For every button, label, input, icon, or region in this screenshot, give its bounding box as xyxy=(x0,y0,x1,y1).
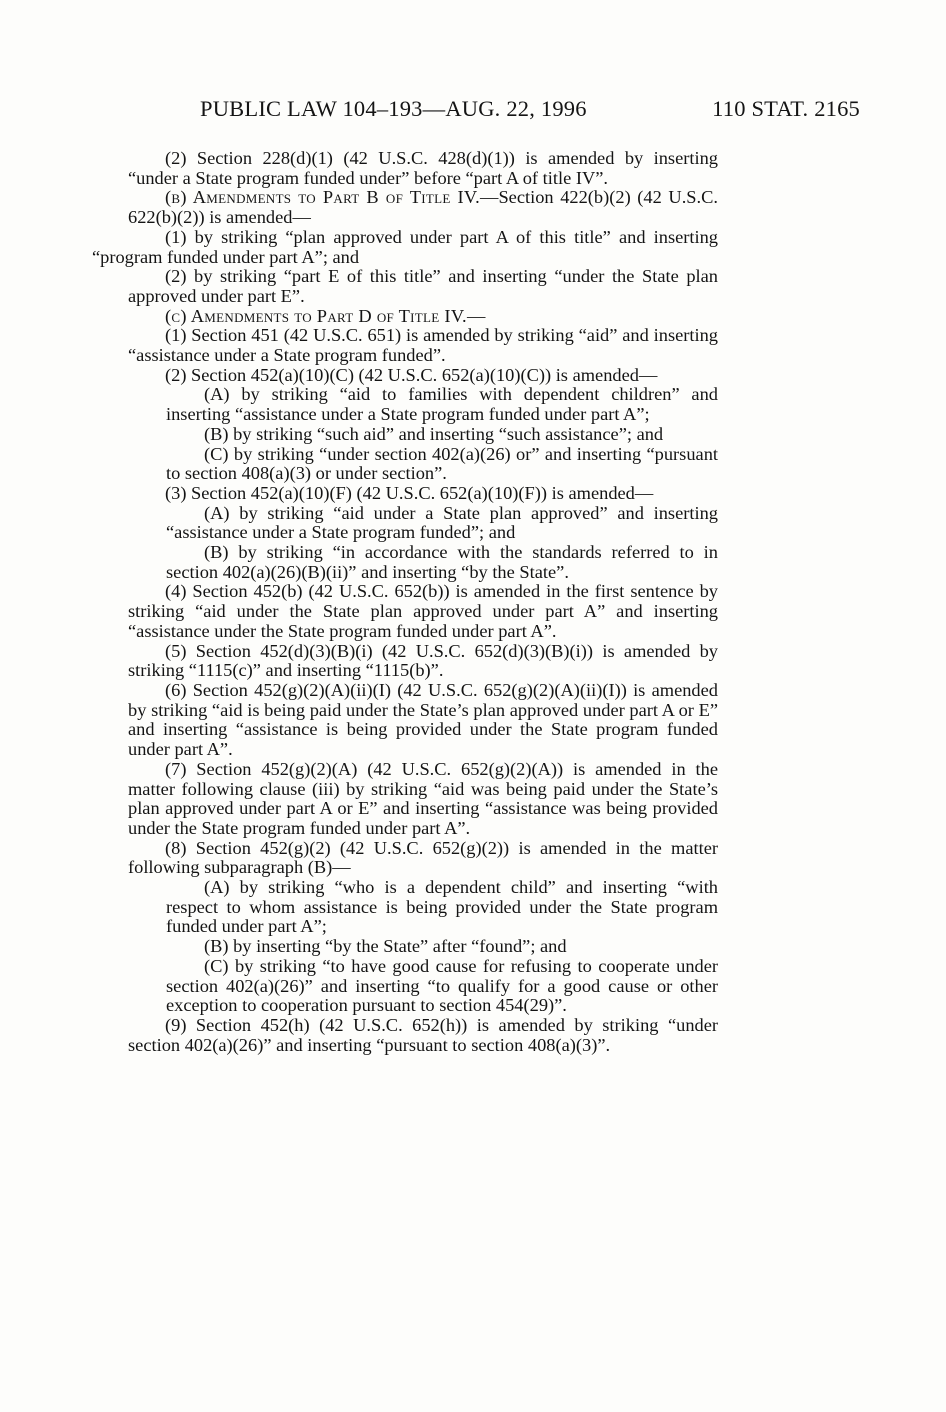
subparagraph-c8-a: (A) by striking “who is a dependent child” and inserting “with respect to whom assistance is being provided under the State program funded under part A”; xyxy=(166,877,718,937)
header-stat-page: 110 STAT. 2165 xyxy=(712,96,860,121)
subparagraph-c8-c: (C) by striking “to have good cause for refusing to cooperate under section 402(a)(26)” and inserting “to qualify for a good cause or other exception to cooperation pursuant to section 454(29)”. xyxy=(166,955,718,1016)
paragraph-b1: (1) by striking “plan approved under part A of this title” and inserting “program funded under part A”; and xyxy=(92,226,718,267)
statute-body xyxy=(92,148,719,1055)
subparagraph-c2-c: (C) by striking “under section 402(a)(26) or” and inserting “pursuant to section 408(a)(3) or under section”. xyxy=(166,443,718,484)
paragraph-c3: (3) Section 452(a)(10)(F) (42 U.S.C. 652(a)(10)(F)) is amended— xyxy=(165,482,654,503)
subparagraph-c2-b: (B) by striking “such aid” and inserting “such assistance”; and xyxy=(204,423,664,444)
subparagraph-c2-a: (A) by striking “aid to families with dependent children” and inserting “assistance under a State program funded under part A”; xyxy=(166,384,718,425)
paragraph-b2: (2) by striking “part E of this title” and inserting “under the State plan approved under part E”. xyxy=(128,266,718,306)
subparagraph-c8-b: (B) by inserting “by the State” after “found”; and xyxy=(204,936,567,957)
paragraph-c5: (5) Section 452(d)(3)(B)(i) (42 U.S.C. 652(d)(3)(B)(i)) is amended by striking “1115(c)” and inserting “1115(b)”. xyxy=(128,640,718,681)
subparagraph-c3-b: (B) by striking “in accordance with the standards referred to in section 402(a)(26)(B)(ii)” and inserting “by the State”. xyxy=(166,542,718,582)
paragraph-c2: (2) Section 452(a)(10)(C) (42 U.S.C. 652(a)(10)(C)) is amended— xyxy=(165,364,658,385)
paragraph-c1: (1) Section 451 (42 U.S.C. 651) is amended by striking “aid” and inserting “assistance under a State program funded”. xyxy=(128,325,718,366)
subparagraph-c3-a: (A) by striking “aid under a State plan approved” and inserting “assistance under a State program funded”; and xyxy=(166,502,718,543)
subsection-b-caption: (b) Amendments to Part B of Title IV. xyxy=(165,187,481,208)
header-public-law: PUBLIC LAW 104–193—AUG. 22, 1996 xyxy=(200,96,587,121)
subsection-c-caption: (c) Amendments to Part D of Title IV. xyxy=(165,305,467,326)
paragraph-a2: (2) Section 228(d)(1) (42 U.S.C. 428(d)(1)) is amended by inserting “under a State program funded under” before “part A of title IV”. xyxy=(128,148,718,188)
paragraph-c4: (4) Section 452(b) (42 U.S.C. 652(b)) is amended in the first sentence by striking “aid under the State plan approved under part A” and inserting “assistance under the State program funded under part A”. xyxy=(128,581,718,641)
running-header xyxy=(200,96,860,130)
paragraph-c6: (6) Section 452(g)(2)(A)(ii)(I) (42 U.S.C. 652(g)(2)(A)(ii)(I)) is amended by striking “aid is being paid under the State’s plan approved under part A or E” and inserting “assistance is being provided under the State program funded under part A”. xyxy=(128,679,718,760)
subsection-c-heading: (c) Amendments to Part D of Title IV.— xyxy=(165,305,486,326)
paragraph-c9: (9) Section 452(h) (42 U.S.C. 652(h)) is amended by striking “under section 402(a)(26)” and inserting “pursuant to section 408(a)(3)”. xyxy=(128,1014,718,1055)
paragraph-c8: (8) Section 452(g)(2) (42 U.S.C. 652(g)(2)) is amended in the matter following subparagraph (B)— xyxy=(128,837,718,878)
subsection-b-heading: (b) Amendments to Part B of Title IV.—Section 422(b)(2) (42 U.S.C. 622(b)(2)) is amended— xyxy=(128,187,719,228)
paragraph-c7: (7) Section 452(g)(2)(A) (42 U.S.C. 652(g)(2)(A)) is amended in the matter following clause (iii) by striking “aid was being paid under the State’s plan approved under part A or E” and inserting “assistance was being provided under the State program funded under part A”. xyxy=(128,758,718,838)
